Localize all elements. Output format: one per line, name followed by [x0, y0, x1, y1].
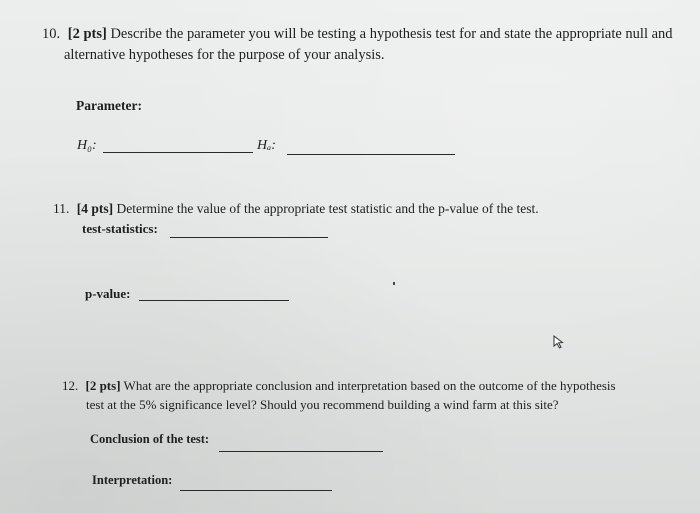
alternative-hypothesis-answer-line[interactable]: [287, 154, 455, 155]
p-value-answer-line[interactable]: [139, 300, 289, 301]
question-text: What are the appropriate conclusion and interpretation based on the outcome of the hypothesis: [123, 378, 616, 393]
question-12: [62, 377, 682, 395]
question-11: [53, 199, 539, 219]
question-number: 11.: [53, 201, 70, 216]
conclusion-label: Conclusion of the test:: [90, 432, 210, 446]
question-number: 10.: [42, 26, 61, 42]
question-text: Describe the parameter you will be testing a hypothesis test for and state the appropriate null and: [110, 26, 673, 42]
alternative-hypothesis-label: Hₐ:: [257, 138, 276, 153]
mouse-cursor-icon: [553, 335, 565, 349]
null-hypothesis-answer-line[interactable]: [103, 152, 253, 153]
p-value-label: p-value:: [85, 286, 131, 301]
question-number: 12.: [62, 378, 79, 393]
points-badge: [4 pts]: [76, 201, 114, 216]
parameter-label: Parameter:: [76, 98, 142, 113]
conclusion-answer-line[interactable]: [219, 451, 383, 452]
question-12-line-2: test at the 5% significance level? Should you recommend building a wind farm at this site?: [86, 397, 559, 412]
interpretation-answer-line[interactable]: [180, 490, 332, 491]
interpretation-label: Interpretation:: [92, 473, 173, 487]
points-badge: [2 pts]: [85, 378, 121, 393]
points-badge: [2 pts]: [67, 26, 107, 42]
test-statistic-answer-line[interactable]: [170, 237, 328, 238]
stray-mark: [393, 282, 395, 285]
question-10: [42, 24, 682, 44]
null-hypothesis-label: H₀:: [77, 138, 97, 153]
question-text: Determine the value of the appropriate test statistic and the p-value of the test.: [116, 201, 539, 216]
question-10-line-2: alternative hypotheses for the purpose of your analysis.: [64, 47, 385, 63]
test-statistic-label: test-statistics:: [82, 221, 158, 236]
